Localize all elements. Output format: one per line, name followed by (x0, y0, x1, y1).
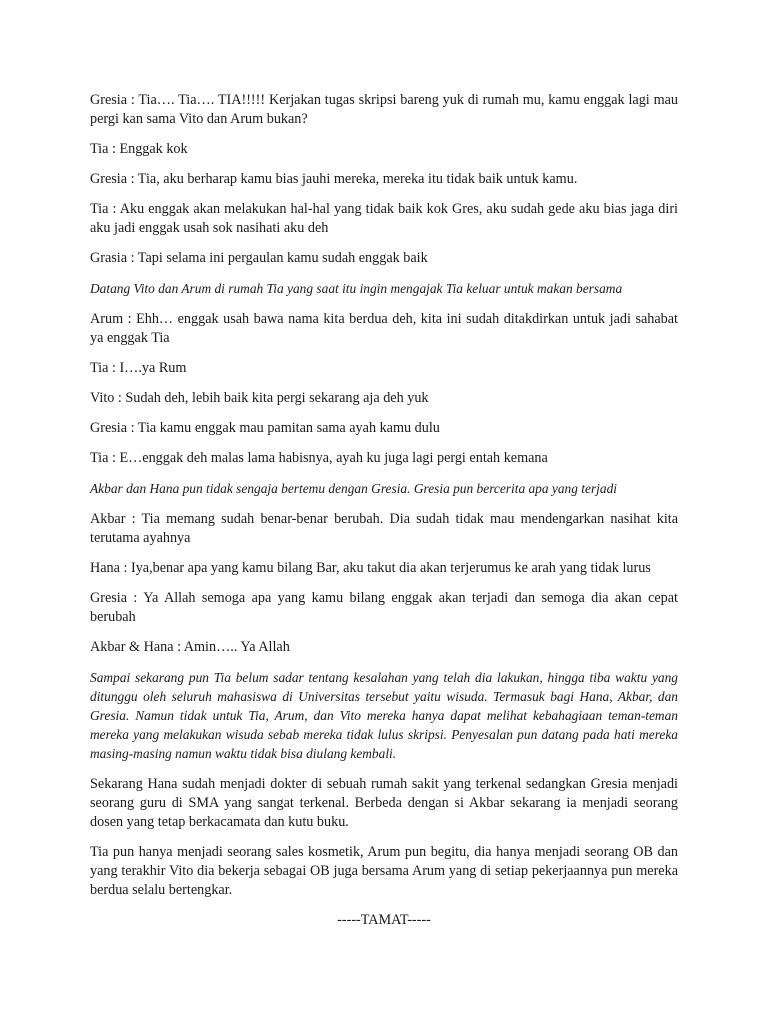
paragraph-dialogue-tia-1: Tia : Enggak kok (90, 141, 188, 157)
ending-marker: -----TAMAT----- (337, 912, 431, 928)
paragraph-dialogue-gresia-2: Gresia : Tia, aku berharap kamu bias jauhi mereka, mereka itu tidak baik untuk kamu. (90, 171, 578, 187)
paragraph-dialogue-arum: Arum : Ehh… enggak usah bawa nama kita berdua deh, kita ini sudah ditakdirkan untuk jadi sahabat ya enggak Tia (90, 311, 678, 346)
paragraph-dialogue-gresia-1: Gresia : Tia…. Tia…. TIA!!!!! Kerjakan tugas skripsi bareng yuk di rumah mu, kamu enggak lagi mau pergi kan sama Vito dan Arum bukan? (90, 92, 678, 127)
paragraph-dialogue-akbar-hana: Akbar & Hana : Amin….. Ya Allah (90, 639, 290, 655)
document-page (90, 91, 678, 930)
paragraph-narration-3: Sampai sekarang pun Tia belum sadar tentang kesalahan yang telah dia lakukan, hingga tiba waktu yang ditunggu oleh seluruh mahasiswa di Universitas tersebut yaitu wisuda. Termasuk bagi Hana, Akbar, dan Gresia. Namun tidak untuk Tia, Arum, dan Vito mereka hanya dapat melihat kebahagiaan teman-teman mereka yang melakukan wisuda sebab mereka tidak lulus skripsi. Penyesalan pun datang pada hati mereka masing-masing namun waktu tidak bisa diulang kembali. (90, 670, 678, 761)
paragraph-dialogue-tia-3: Tia : I….ya Rum (90, 360, 187, 376)
paragraph-dialogue-grasia: Grasia : Tapi selama ini pergaulan kamu sudah enggak baik (90, 250, 428, 266)
paragraph-epilogue-1: Sekarang Hana sudah menjadi dokter di sebuah rumah sakit yang terkenal sedangkan Gresia menjadi seorang guru di SMA yang sangat terkenal. Berbeda dengan si Akbar sekarang ia menjadi seorang dosen yang tetap berkacamata dan kutu buku. (90, 776, 678, 830)
paragraph-dialogue-akbar: Akbar : Tia memang sudah benar-benar berubah. Dia sudah tidak mau mendengarkan nasihat kita terutama ayahnya (90, 511, 678, 546)
paragraph-narration-1: Datang Vito dan Arum di rumah Tia yang saat itu ingin mengajak Tia keluar untuk makan bersama (90, 281, 623, 296)
paragraph-dialogue-vito: Vito : Sudah deh, lebih baik kita pergi sekarang aja deh yuk (90, 390, 429, 406)
paragraph-dialogue-hana: Hana : Iya,benar apa yang kamu bilang Bar, aku takut dia akan terjerumus ke arah yang tidak lurus (90, 560, 651, 576)
paragraph-dialogue-gresia-3: Gresia : Tia kamu enggak mau pamitan sama ayah kamu dulu (90, 420, 440, 436)
paragraph-dialogue-tia-2: Tia : Aku enggak akan melakukan hal-hal yang tidak baik kok Gres, aku sudah gede aku bias jaga diri aku jadi enggak usah sok nasihati aku deh (90, 201, 678, 236)
paragraph-dialogue-gresia-4: Gresia : Ya Allah semoga apa yang kamu bilang enggak akan terjadi dan semoga dia akan cepat berubah (90, 590, 678, 625)
paragraph-narration-2: Akbar dan Hana pun tidak sengaja bertemu dengan Gresia. Gresia pun bercerita apa yang terjadi (90, 481, 618, 496)
paragraph-dialogue-tia-4: Tia : E…enggak deh malas lama habisnya, ayah ku juga lagi pergi entah kemana (90, 450, 548, 466)
paragraph-epilogue-2: Tia pun hanya menjadi seorang sales kosmetik, Arum pun begitu, dia hanya menjadi seorang OB dan yang terakhir Vito dia bekerja sebagai OB juga bersama Arum yang di setiap pekerjaannya pun mereka berdua selalu bertengkar. (90, 844, 678, 898)
